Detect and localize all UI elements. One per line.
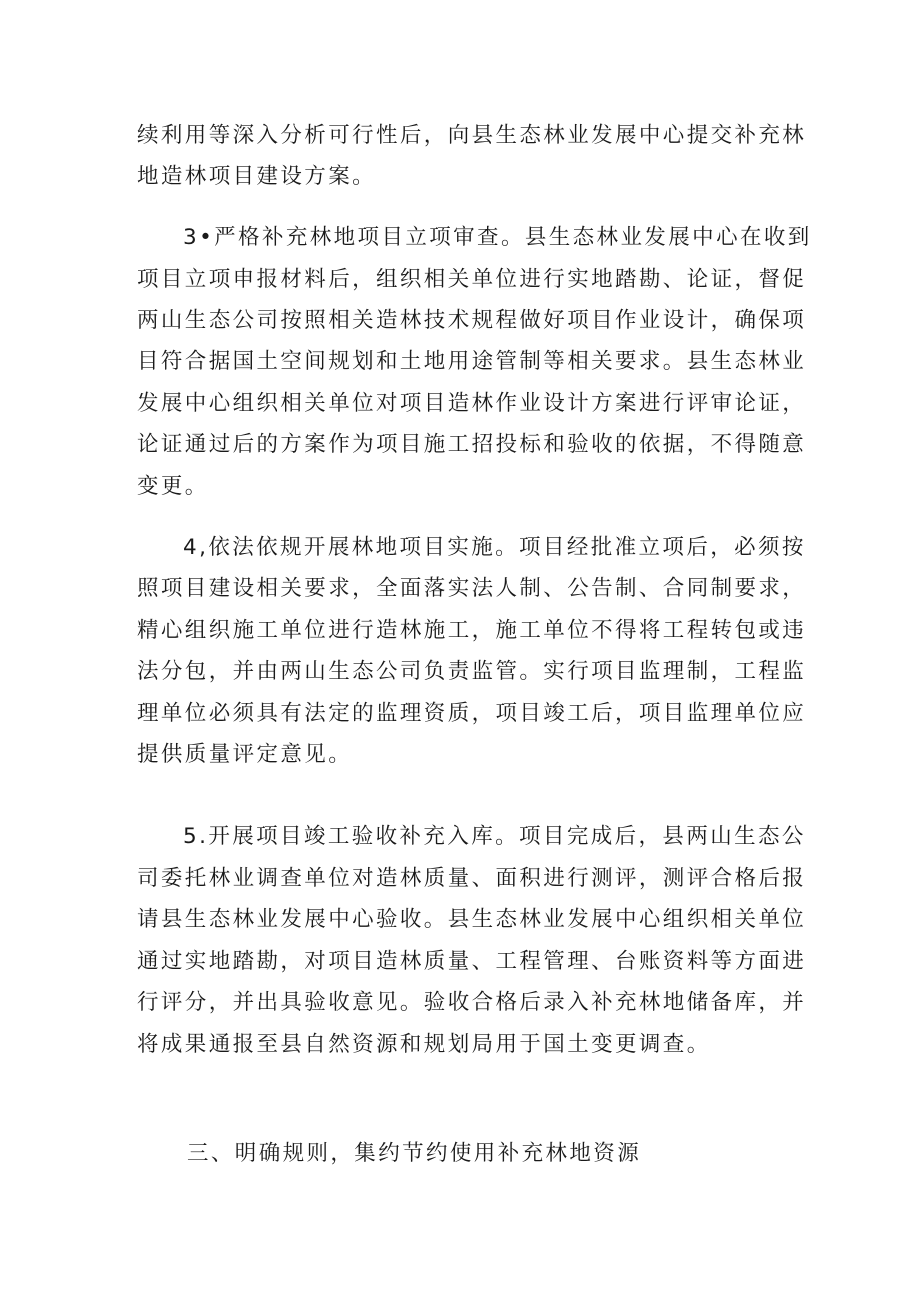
paragraph-line: 司委托林业调查单位对造林质量、面积进行测评，测评合格后报 — [137, 866, 807, 891]
paragraph-line: 通过实地踏勘，对项目造林质量、工程管理、台账资料等方面进 — [137, 949, 807, 974]
paragraph-line: 地造林项目建设方案。 — [137, 164, 377, 189]
paragraph-line: 项目立项申报材料后，组织相关单位进行实地踏勘、论证，督促 — [137, 267, 807, 292]
paragraph-line: 提供质量评定意见。 — [137, 742, 353, 767]
paragraph-line: 论证通过后的方案作为项目施工招投标和验收的依据，不得随意 — [137, 432, 807, 457]
paragraph-line: 3•严格补充林地项目立项审查。县生态林业发展中心在收到 — [183, 225, 812, 250]
paragraph-line: 5.开展项目竣工验收补充入库。项目完成后，县两山生态公 — [183, 824, 806, 849]
section-heading: 三、明确规则，集约节约使用补充林地资源 — [187, 1141, 642, 1166]
paragraph-line: 4,依法依规开展林地项目实施。项目经批准立项后，必须按 — [183, 535, 806, 560]
paragraph-line: 精心组织施工单位进行造林施工，施工单位不得将工程转包或违 — [137, 618, 807, 643]
paragraph-line: 变更。 — [137, 474, 209, 499]
paragraph-line: 目符合据国土空间规划和土地用途管制等相关要求。县生态林业 — [137, 349, 807, 374]
paragraph-line: 续利用等深入分析可行性后，向县生态林业发展中心提交补充林 — [137, 123, 807, 148]
paragraph-line: 照项目建设相关要求，全面落实法人制、公告制、合同制要求， — [137, 576, 807, 601]
paragraph-line: 法分包，并由两山生态公司负责监管。实行项目监理制，工程监 — [137, 659, 807, 684]
paragraph-line: 理单位必须具有法定的监理资质，项目竣工后，项目监理单位应 — [137, 701, 807, 726]
paragraph-line: 行评分，并出具验收意见。验收合格后录入补充林地储备库，并 — [137, 990, 807, 1015]
paragraph-line: 请县生态林业发展中心验收。县生态林业发展中心组织相关单位 — [137, 907, 807, 932]
paragraph-line: 将成果通报至县自然资源和规划局用于国土变更调查。 — [137, 1032, 711, 1057]
paragraph-line: 两山生态公司按照相关造林技术规程做好项目作业设计，确保项 — [137, 308, 807, 333]
paragraph-line: 发展中心组织相关单位对项目造林作业设计方案进行评审论证， — [137, 391, 807, 416]
